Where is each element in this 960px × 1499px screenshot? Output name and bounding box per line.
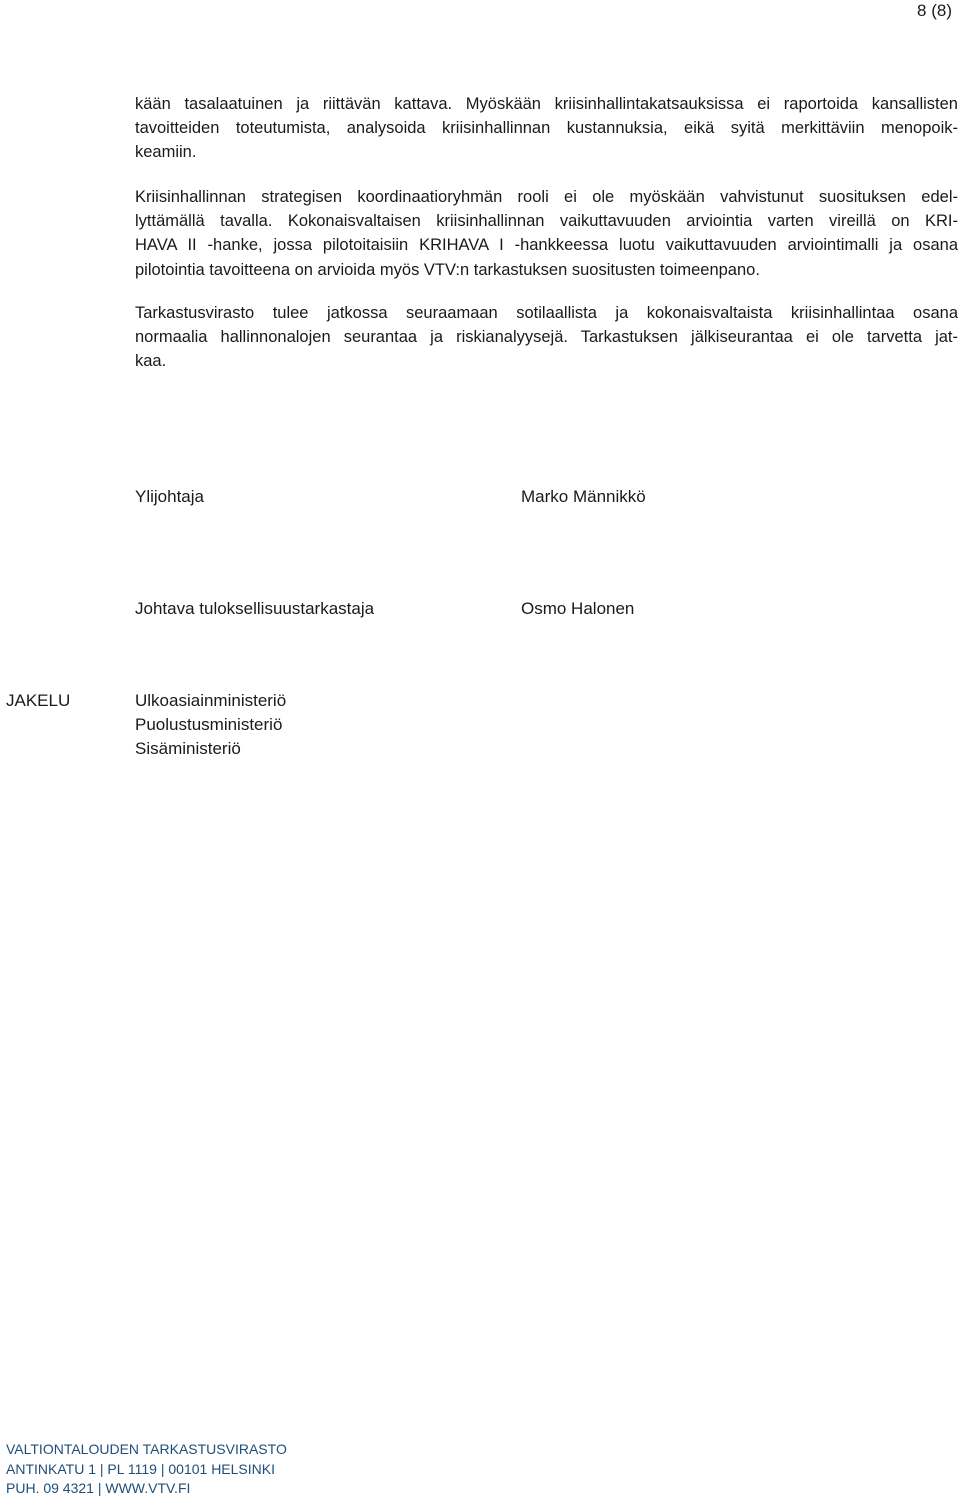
- distribution-recipient: Sisäministeriö: [135, 739, 241, 758]
- footer-contact: PUH. 09 4321 | WWW.VTV.FI: [6, 1480, 191, 1496]
- paragraph-line: lyttämällä tavalla. Kokonaisvaltaisen kriisinhallinnan vaikuttavuuden arviointia varten vireillä on KRI-: [135, 212, 958, 231]
- footer-address: ANTINKATU 1 | PL 1119 | 00101 HELSINKI: [6, 1461, 275, 1477]
- signature-title-2: Johtava tuloksellisuustarkastaja: [135, 599, 375, 618]
- paragraph-line: Tarkastusvirasto tulee jatkossa seuraamaan sotilaallista ja kokonaisvaltaista kriisinhallintaa osana: [135, 304, 958, 322]
- signature-title-1: Ylijohtaja: [135, 487, 204, 506]
- paragraph-line: pilotointia tavoitteena on arvioida myös VTV:n tarkastuksen suositusten toimeenpano.: [135, 260, 760, 279]
- paragraph-line: tavoitteiden toteutumista, analysoida kriisinhallinnan kustannuksia, eikä syitä merkittäviin menopoik-: [135, 119, 958, 138]
- paragraph-line: HAVA II -hanke, jossa pilotoitaisiin KRIHAVA I -hankkeessa luotu vaikuttavuuden arviointimalli ja osana: [135, 236, 958, 255]
- paragraph-line: normaalia hallinnonalojen seurantaa ja riskianalyysejä. Tarkastuksen jälkiseurantaa ei ole tarvetta jat-: [135, 328, 958, 347]
- distribution-recipient: Puolustusministeriö: [135, 715, 283, 734]
- paragraph-line: kään tasalaatuinen ja riittävän kattava. Myöskään kriisinhallintakatsauksissa ei raportoida kansallisten: [135, 95, 958, 113]
- footer-organization: VALTIONTALOUDEN TARKASTUSVIRASTO: [6, 1441, 287, 1457]
- body-paragraph-3: [135, 301, 958, 374]
- body-paragraph-2: [135, 185, 958, 282]
- distribution-label: JAKELU: [6, 691, 71, 710]
- page-number: 8 (8): [917, 1, 952, 20]
- body-paragraph-1: [135, 92, 958, 165]
- paragraph-line: Kriisinhallinnan strategisen koordinaatioryhmän rooli ei ole myöskään vahvistunut suosituksen edel-: [135, 188, 958, 206]
- paragraph-line: kaa.: [135, 352, 167, 371]
- paragraph-line: keamiin.: [135, 143, 197, 162]
- distribution-recipient: Ulkoasiainministeriö: [135, 691, 287, 710]
- signature-name-2: Osmo Halonen: [521, 599, 635, 618]
- signature-name-1: Marko Männikkö: [521, 487, 646, 506]
